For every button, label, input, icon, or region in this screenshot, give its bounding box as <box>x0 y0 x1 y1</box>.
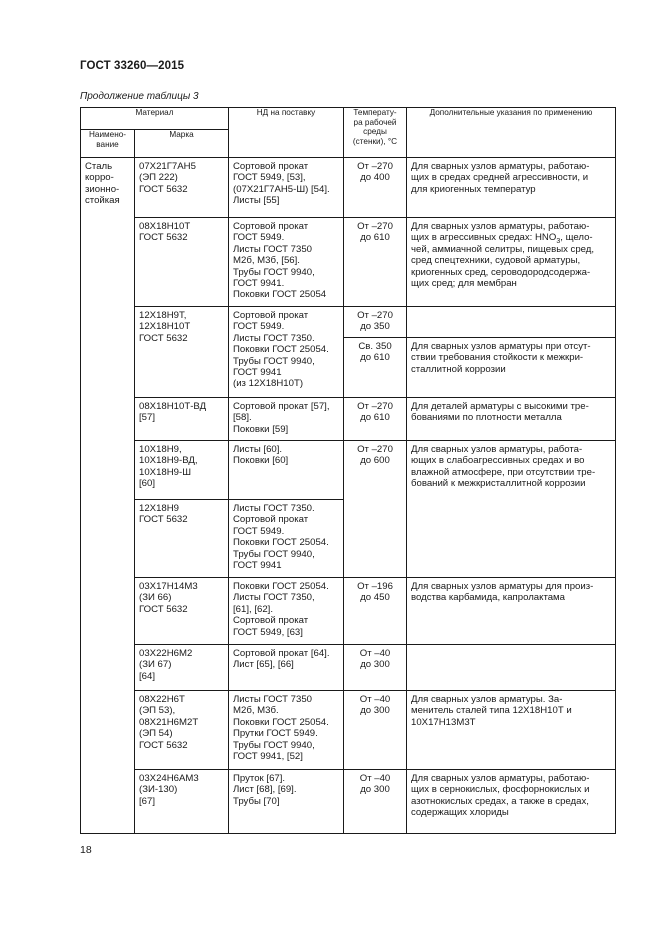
table-row-temp <box>344 398 407 441</box>
text-line: Для сварных узлов арматуры, работаю- <box>411 161 590 172</box>
table-row-notes-empty <box>407 307 616 338</box>
text-line: до 610 <box>360 412 390 424</box>
table-row-notes <box>407 441 616 578</box>
table-row-temp <box>344 338 407 398</box>
text-line: Пруток [67]. <box>233 773 286 784</box>
table-row-grade <box>135 578 229 645</box>
text-line: Листы [60]. <box>233 444 283 455</box>
text-line: Листы ГОСТ 7350, <box>233 592 315 604</box>
text-line: Для сварных узлов арматуры при отсут- <box>411 341 591 352</box>
text-line: От –270 <box>357 401 393 412</box>
text-line: ра рабочей <box>353 117 397 127</box>
text-line: ГОСТ 5632 <box>139 183 188 195</box>
text-line: ГОСТ 5632 <box>139 739 188 751</box>
header-name <box>81 130 135 158</box>
table-row-notes <box>407 158 616 218</box>
text-line: Для сварных узлов арматуры, работа- <box>411 444 583 455</box>
text-line: От –40 <box>359 694 391 705</box>
table-row-nd <box>229 441 344 500</box>
text-line: 03Х24Н6АМ3 <box>139 773 199 784</box>
text-line: ГОСТ 5632 <box>139 514 188 526</box>
text-line: Для сварных узлов арматуры, работаю- <box>411 773 590 784</box>
text-line: корро- <box>85 172 114 184</box>
table-row-nd <box>229 158 344 218</box>
table-row-nd <box>229 645 344 691</box>
text-line: (ЗИ 66) <box>139 592 172 604</box>
text-line: ГОСТ 5949. <box>233 525 285 537</box>
text-line: Поковки ГОСТ 25054. <box>233 581 329 592</box>
text-line: (стенки), °С <box>352 136 398 146</box>
text-line: сталлитной коррозии <box>411 363 506 375</box>
table-row-notes <box>407 770 616 834</box>
text-line: 08Х22Н6Т <box>139 694 185 705</box>
text-line: Прутки ГОСТ 5949. <box>233 728 318 740</box>
text-line: Трубы ГОСТ 9940, <box>233 266 315 278</box>
text-line: ГОСТ 5632 <box>139 232 188 244</box>
table-row-grade <box>135 398 229 441</box>
table-row-notes <box>407 398 616 441</box>
document-title: ГОСТ 33260—2015 <box>80 60 185 72</box>
text-line: ГОСТ 5949, [63] <box>233 626 303 638</box>
text-line: Сортовой прокат <box>233 161 309 172</box>
text-line: водства карбамида, капролактама <box>411 592 565 604</box>
text-line: (ЭП 54) <box>139 728 173 740</box>
table-row-nd <box>229 500 344 578</box>
text-line: Наимено- <box>88 130 127 139</box>
text-line: 12Х18Н9 <box>139 503 180 514</box>
text-line: щих в средах средней агрессивности, и <box>411 172 589 184</box>
text-line: (ЗИ 67) <box>139 659 172 671</box>
text-line: ГОСТ 9941 <box>233 367 282 379</box>
text-line: От –196 <box>357 581 393 592</box>
table-row-notes <box>407 338 616 398</box>
text-line: ствии требования стойкости к межкри- <box>411 352 584 364</box>
table-continuation-caption: Продолжение таблицы 3 <box>80 91 199 102</box>
text-line: ГОСТ 5632 <box>139 603 188 615</box>
text-line: азотнокислых средах, а также в средах, <box>411 795 589 807</box>
materials-table <box>80 107 616 834</box>
text-line: (ЭП 222) <box>139 172 178 184</box>
text-line: Листы [55] <box>233 195 280 207</box>
text-line: содержащих хлориды <box>411 807 509 819</box>
text-line: Поковки [60] <box>233 455 289 467</box>
text-line: Листы ГОСТ 7350 <box>233 694 313 705</box>
text-line: Листы ГОСТ 7350 <box>233 243 313 255</box>
table-row-temp <box>344 441 407 578</box>
text-line: стойкая <box>85 195 120 207</box>
text-line: [64] <box>139 670 156 682</box>
text-line: менитель сталей типа 12Х18Н10Т и <box>411 705 572 717</box>
text-line: Трубы ГОСТ 9940, <box>233 548 315 560</box>
text-line: От –270 <box>357 444 393 455</box>
table-row-nd <box>229 307 344 398</box>
text-line: Сортовой прокат <box>233 221 309 232</box>
text-line: Сортовой прокат [64]. <box>233 648 330 659</box>
text-line: [58]. <box>233 412 252 424</box>
text-line: Температу- <box>353 108 397 117</box>
text-line: Поковки ГОСТ 25054. <box>233 716 329 728</box>
text-line: 10Х18Н9-ВД, <box>139 455 198 467</box>
text-line: щих сред; для мембран <box>411 278 517 290</box>
text-line: Для деталей арматуры с высокими тре- <box>411 401 589 412</box>
text-line: (из 12Х18Н10Т) <box>233 378 304 390</box>
text-line: От –40 <box>359 648 391 659</box>
text-line: 08Х18Н10Т <box>139 221 191 232</box>
text-line: Сортовой прокат [57], <box>233 401 330 412</box>
page-number: 18 <box>80 844 92 856</box>
text-line: до 300 <box>360 659 390 671</box>
text-line: зионно- <box>85 183 120 195</box>
table-row-temp <box>344 218 407 307</box>
table-row-nd <box>229 691 344 770</box>
table-row-nd <box>229 398 344 441</box>
text-line: для криогенных температур <box>411 183 536 195</box>
text-line: ГОСТ 9941, [52] <box>233 751 303 763</box>
table-row-grade <box>135 645 229 691</box>
table-row-notes <box>407 218 616 307</box>
text-line: 12Х18Н9Т, <box>139 310 187 321</box>
table-row-grade <box>135 307 229 398</box>
text-line: От –270 <box>357 310 393 321</box>
text-line: М2б, М3б, [56]. <box>233 255 300 267</box>
text-line: 10Х17Н13М3Т <box>411 716 476 728</box>
text-line: (ЭП 53), <box>139 705 176 717</box>
text-line: М2б, М3б. <box>233 705 279 717</box>
text-line: (ЗИ-130) <box>139 784 178 796</box>
text-line: Сталь <box>85 161 113 172</box>
text-line: [67] <box>139 795 156 807</box>
table-row-notes <box>407 578 616 645</box>
text-line: до 610 <box>360 352 390 364</box>
table-row-grade <box>135 218 229 307</box>
text-line: 08Х18Н10Т-ВД <box>139 401 207 412</box>
text-line: От –270 <box>357 161 393 172</box>
text-line: 10Х18Н9-Ш <box>139 466 191 478</box>
text-line: Поковки ГОСТ 25054 <box>233 289 327 301</box>
text-line: бований к межкристаллитной коррозии <box>411 478 586 490</box>
material-name <box>81 158 134 210</box>
text-line: Сортовой прокат <box>233 615 309 627</box>
header-nd: НД на поставку <box>229 108 344 158</box>
text-line: до 300 <box>360 705 390 717</box>
text-line: ГОСТ 5949. <box>233 321 285 333</box>
text-line: ГОСТ 9941 <box>233 560 282 572</box>
table-row-temp <box>344 645 407 691</box>
text-line: 10Х18Н9, <box>139 444 182 455</box>
text-line: 03Х17Н14М3 <box>139 581 198 592</box>
header-notes: Дополнительные указания по применению <box>407 108 616 158</box>
table-row-temp <box>344 770 407 834</box>
table-row-notes <box>407 691 616 770</box>
table-row-temp <box>344 158 407 218</box>
text-line: чей, аммиачной селитры, пищевых сред, <box>411 243 595 255</box>
text-line: до 300 <box>360 784 390 796</box>
text-line: Лист [65], [66] <box>233 659 294 671</box>
table-row-grade <box>135 770 229 834</box>
text-line: ГОСТ 9941. <box>233 278 285 290</box>
text-line: ГОСТ 5949, [53], <box>233 172 306 184</box>
table-row-grade <box>135 441 229 500</box>
text-line: От –40 <box>359 773 391 784</box>
table-row-grade <box>135 158 229 218</box>
table-row-grade <box>135 500 229 578</box>
text-line: Сортовой прокат <box>233 514 309 526</box>
text-line: Трубы ГОСТ 9940, <box>233 355 315 367</box>
header-grade: Марка <box>135 130 229 158</box>
text-line: [61], [62]. <box>233 603 274 615</box>
table-row-nd <box>229 578 344 645</box>
table-row-temp <box>344 307 407 338</box>
text-line: ГОСТ 5949. <box>233 232 285 244</box>
text-line: 07Х21Г7АН5 <box>139 161 196 172</box>
header-material: Материал <box>81 108 229 130</box>
text-line: Поковки ГОСТ 25054. <box>233 344 329 356</box>
text-line: 08Х21Н6М2Т <box>139 716 199 728</box>
text-line: влажной атмосфере, при отсутствии тре- <box>411 466 596 478</box>
text-line: сред спецтехники, судовой арматуры, <box>411 255 581 267</box>
text-line: ГОСТ 5632 <box>139 332 188 344</box>
text-line: (07Х21Г7АН5-Ш) [54]. <box>233 183 330 195</box>
text-line: Св. 350 <box>358 341 392 352</box>
text-line: [57] <box>139 412 156 424</box>
text-line: Для сварных узлов арматуры. За- <box>411 694 563 705</box>
table-row-temp <box>344 691 407 770</box>
table-row-notes-empty <box>407 645 616 691</box>
text-line: ющих в слабоагрессивных средах и во <box>411 455 585 467</box>
header-temp <box>344 108 407 158</box>
text-line: 03Х22Н6М2 <box>139 648 193 659</box>
text-line: до 350 <box>360 321 390 333</box>
text-line: щих в агрессивных средах: $HNO_3$, щело- <box>411 232 593 246</box>
text-line: Для сварных узлов арматуры для произ- <box>411 581 594 592</box>
text-line: 12Х18Н10Т <box>139 321 191 333</box>
table-row-nd <box>229 218 344 307</box>
text-line: щих в сернокислых, фосфорнокислых и <box>411 784 590 796</box>
text-line: Листы ГОСТ 7350. <box>233 503 315 514</box>
table-row-nd <box>229 770 344 834</box>
text-line: Трубы [70] <box>233 795 280 807</box>
text-line: бованиями по плотности металла <box>411 412 562 424</box>
text-line: [60] <box>139 478 156 490</box>
text-line: криогенных сред, сероводородсодержа- <box>411 266 591 278</box>
text-line: Трубы ГОСТ 9940, <box>233 739 315 751</box>
text-line: От –270 <box>357 221 393 232</box>
text-line: до 610 <box>360 232 390 244</box>
text-line: до 600 <box>360 455 390 467</box>
table-row-grade <box>135 691 229 770</box>
text-line: Лист [68], [69]. <box>233 784 297 796</box>
text-line: среды <box>363 127 387 137</box>
material-name-cell <box>81 158 135 834</box>
text-line: Для сварных узлов арматуры, работаю- <box>411 221 590 232</box>
table-row-temp <box>344 578 407 645</box>
text-line: Поковки ГОСТ 25054. <box>233 537 329 549</box>
text-line: до 400 <box>360 172 390 184</box>
text-line: вание <box>96 139 119 149</box>
text-line: Листы ГОСТ 7350. <box>233 332 315 344</box>
text-line: Поковки [59] <box>233 423 289 435</box>
text-line: до 450 <box>360 592 390 604</box>
text-line: Сортовой прокат <box>233 310 309 321</box>
